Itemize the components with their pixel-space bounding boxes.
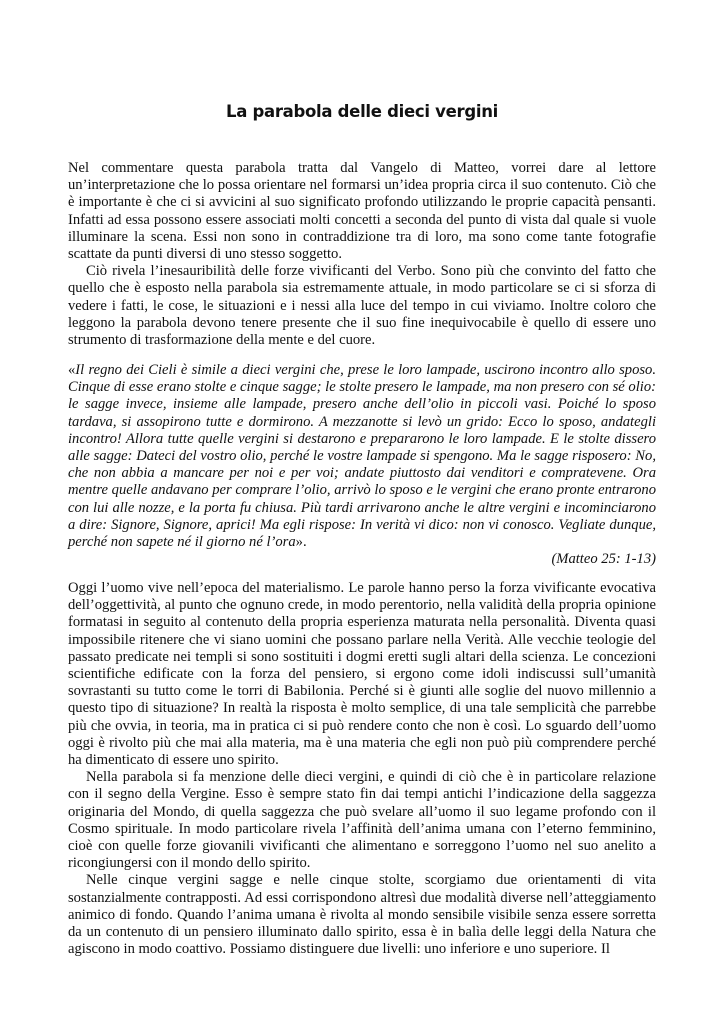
page-title: La parabola delle dieci vergini xyxy=(225,102,499,121)
gospel-quote xyxy=(68,362,656,568)
intro-section xyxy=(68,160,656,349)
quote-paragraph xyxy=(68,362,656,551)
commentary-section xyxy=(68,580,656,958)
paragraph: Nella parabola si fa menzione delle dieci vergini, e quindi di ciò che è in particolare relazione con il segno della Vergine. Esso è sempre stato fin dai tempi antichi l’indicazione della saggezza originaria del Mondo, di quella saggezza che può svelare all’uomo il suo legame profondo con il Cosmo spirituale. In modo particolare rivela l’affinità dell’anima umana con l’eterno femminino, cioè con quelle forze giovanili vivificanti che alimentano e sorreggono l’uomo nel suo anelito a ricongiungersi con il mondo dello spirito. xyxy=(68,769,656,872)
quote-reference: (Matteo 25: 1-13) xyxy=(551,551,656,568)
paragraph: Oggi l’uomo vive nell’epoca del materialismo. Le parole hanno perso la forza vivificante evocativa dell’oggettività, al punto che ognuno crede, in modo perentorio, nella validità della propria opinione formatasi in seguito al contenuto della propria esperienza maturata nella personalità. Diventa quasi impossibile ritenere che vi siano uomini che possano parlare nella Verità. Alle vecchie teologie del passato predicate nei templi si sono sostituiti i dogmi eretti sugli altari della scienza. Le concezioni scientifiche edificate con la forza del pensiero, si ergono come idoli indiscussi sull’umanità sovrastanti su tutto come le torri di Babilonia. Perché si è giunti alle soglie del nuovo millennio a questo tipo di situazione? In realtà la risposta è molto semplice, di una tale semplicità che parrebbe più che ovvia, in teoria, ma in pratica ci si può rendere conto che non è così. Lo sguardo dell’uomo oggi è rivolto più che mai alla materia, ma è una materia che egli non può più comprendere perché ha dimenticato di essere uno spirito. xyxy=(68,580,656,769)
paragraph: Nel commentare questa parabola tratta dal Vangelo di Matteo, vorrei dare al lettore un’interpretazione che lo possa orientare nel formarsi un’idea propria circa il suo contenuto. Ciò che è importante è che ci si avvicini al suo significato profondo utilizzando le proprie capacità pensanti. Infatti ad essa possono essere associati molti concetti a seconda del punto di vista dal quale si vuole illuminare la scena. Essi non sono in contraddizione tra di loro, ma sono come tante fotografie scattate da punti diversi di uno stesso soggetto. xyxy=(68,160,656,263)
paragraph: Nelle cinque vergini sagge e nelle cinque stolte, scorgiamo due orientamenti di vita sostanzialmente contrapposti. Ad essi corrispondono altresì due modalità diverse nell’atteggiamento animico di fondo. Quando l’anima umana è rivolta al mondo sensibile visibile senza essere sorretta da un contenuto di un pensiero illuminato dallo spirito, essa è in balìa delle leggi della Natura che agiscono in modo coattivo. Possiamo distinguere due livelli: uno inferiore e uno superiore. Il xyxy=(68,872,656,958)
paragraph: Ciò rivela l’inesauribilità delle forze vivificanti del Verbo. Sono più che convinto del fatto che quello che è esposto nella parabola sia estremamente attuale, in modo particolare se ci si sforza di vedere i fatti, le cose, le situazioni e i nessi alla luce del tempo in cui viviamo. Inoltre coloro che leggono la parabola devono tenere presente che il suo fine inequivocabile è quello di essere uno strumento di trasformazione della mente e del cuore. xyxy=(68,263,656,349)
quote-text: Il regno dei Cieli è simile a dieci vergini che, prese le loro lampade, uscirono incontro allo sposo. Cinque di esse erano stolte e cinque sagge; le stolte presero le lampade, ma non presero con sé olio: le sagge invece, insieme alle lampade, presero anche dell’olio in piccoli vasi. Poiché lo sposo tardava, si assopirono tutte e dormirono. A mezzanotte si levò un grido: Ecco lo sposo, andategli incontro! Allora tutte quelle vergini si destarono e prepararono le loro lampade. E le stolte dissero alle sagge: Dateci del vostro olio, perché le vostre lampade si spengono. Ma le sagge risposero: No, che non abbia a mancare per noi e per voi; andate piuttosto dai venditori e compratevene. Ora mentre quelle andavano per comprare l’olio, arrivò lo sposo e le vergini che erano pronte entrarono con lui alle nozze, e la porta fu chiusa. Più tardi arrivarono anche le altre vergini e incominciarono a dire: Signore, Signore, aprici! Ma egli rispose: In verità vi dico: non vi conosco. Vegliate dunque, perché non sapete né il giorno né l’ora xyxy=(68,362,656,551)
quote-open-mark: « xyxy=(68,362,76,378)
quote-close-mark: ». xyxy=(295,534,307,551)
